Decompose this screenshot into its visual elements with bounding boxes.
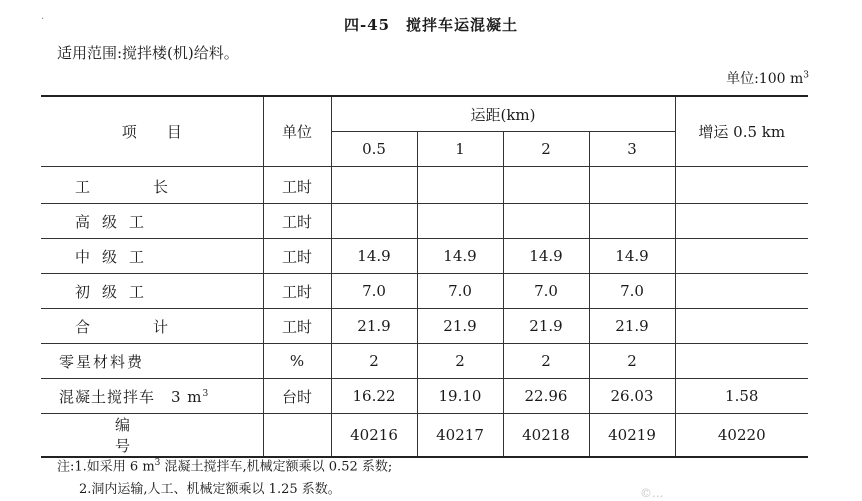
unit-sup: 3 xyxy=(803,70,809,81)
row-value xyxy=(503,204,589,239)
row-value xyxy=(589,204,675,239)
row-value: 21.9 xyxy=(331,309,417,344)
unit-label xyxy=(726,68,809,88)
row-value: 2 xyxy=(417,344,503,379)
row-extra xyxy=(675,204,808,239)
table-row xyxy=(41,344,808,379)
row-value: 14.9 xyxy=(331,239,417,274)
row-extra: 40220 xyxy=(675,414,808,458)
row-value: 7.0 xyxy=(417,274,503,309)
row-item: 高级工 xyxy=(41,204,263,239)
row-value xyxy=(589,167,675,204)
row-item: 中级工 xyxy=(41,239,263,274)
table-row xyxy=(41,309,808,344)
row-unit: % xyxy=(263,344,331,379)
row-unit: 台时 xyxy=(263,379,331,414)
row-value: 16.22 xyxy=(331,379,417,414)
row-extra xyxy=(675,239,808,274)
table-row xyxy=(41,239,808,274)
row-value: 21.9 xyxy=(503,309,589,344)
row-unit: 工时 xyxy=(263,167,331,204)
row-value: 40216 xyxy=(331,414,417,458)
row-extra xyxy=(675,309,808,344)
note-1-a: 注:1.如采用 6 m xyxy=(57,459,155,475)
distance-1: 1 xyxy=(417,132,503,167)
row-unit: 工时 xyxy=(263,274,331,309)
row-unit xyxy=(263,414,331,458)
header-unit: 单位 xyxy=(263,96,331,167)
distance-0: 0.5 xyxy=(331,132,417,167)
row-unit: 工时 xyxy=(263,239,331,274)
row-item: 合 计 xyxy=(41,309,263,344)
note-1-sup: 3 xyxy=(154,458,161,468)
row-extra xyxy=(675,344,808,379)
row-value: 7.0 xyxy=(589,274,675,309)
note-1 xyxy=(57,452,392,478)
row-value: 21.9 xyxy=(417,309,503,344)
scope-text: 适用范围:搅拌楼(机)给料。 xyxy=(57,44,239,62)
row-value xyxy=(417,204,503,239)
corner-mark: · xyxy=(41,14,45,25)
distance-3: 3 xyxy=(589,132,675,167)
row-value: 14.9 xyxy=(503,239,589,274)
row-value: 40218 xyxy=(503,414,589,458)
table-row xyxy=(41,379,808,414)
machine-name: 混凝土搅拌车 3 m xyxy=(59,387,203,406)
row-value: 7.0 xyxy=(503,274,589,309)
quota-table xyxy=(41,95,808,458)
row-value xyxy=(331,204,417,239)
row-item: 零星材料费 xyxy=(41,344,263,379)
page-title: 四-45 搅拌车运混凝土 xyxy=(343,16,519,34)
row-value: 40217 xyxy=(417,414,503,458)
header-item: 项 目 xyxy=(41,96,263,167)
row-extra xyxy=(675,167,808,204)
header-distance: 运距(km) xyxy=(331,96,675,132)
row-value: 26.03 xyxy=(589,379,675,414)
row-value: 2 xyxy=(331,344,417,379)
row-value xyxy=(331,167,417,204)
table-row xyxy=(41,204,808,239)
row-value: 14.9 xyxy=(417,239,503,274)
table-row xyxy=(41,167,808,204)
row-unit: 工时 xyxy=(263,309,331,344)
row-item: 编 号 xyxy=(41,414,263,458)
unit-prefix: 单位:100 m xyxy=(726,71,804,87)
row-extra: 1.58 xyxy=(675,379,808,414)
table-row xyxy=(41,274,808,309)
machine-sup: 3 xyxy=(202,388,210,399)
row-value: 7.0 xyxy=(331,274,417,309)
row-value: 19.10 xyxy=(417,379,503,414)
row-item: 初级工 xyxy=(41,274,263,309)
row-unit: 工时 xyxy=(263,204,331,239)
table-row xyxy=(41,414,808,458)
header-row-1 xyxy=(41,96,808,132)
row-value xyxy=(503,167,589,204)
row-value xyxy=(417,167,503,204)
notes xyxy=(57,452,392,501)
header-extra-distance: 增运 0.5 km xyxy=(675,96,808,167)
note-1-b: 混凝土搅拌车,机械定额乘以 0.52 系数; xyxy=(160,459,393,475)
row-extra xyxy=(675,274,808,309)
row-value: 22.96 xyxy=(503,379,589,414)
row-value: 14.9 xyxy=(589,239,675,274)
row-value: 2 xyxy=(503,344,589,379)
note-2: 2.洞内运输,人工、机械定额乘以 1.25 系数。 xyxy=(79,482,341,498)
row-value: 40219 xyxy=(589,414,675,458)
watermark: ©... xyxy=(640,486,664,500)
distance-2: 2 xyxy=(503,132,589,167)
row-item xyxy=(41,379,263,414)
row-value: 21.9 xyxy=(589,309,675,344)
row-value: 2 xyxy=(589,344,675,379)
row-item: 工 长 xyxy=(41,167,263,204)
